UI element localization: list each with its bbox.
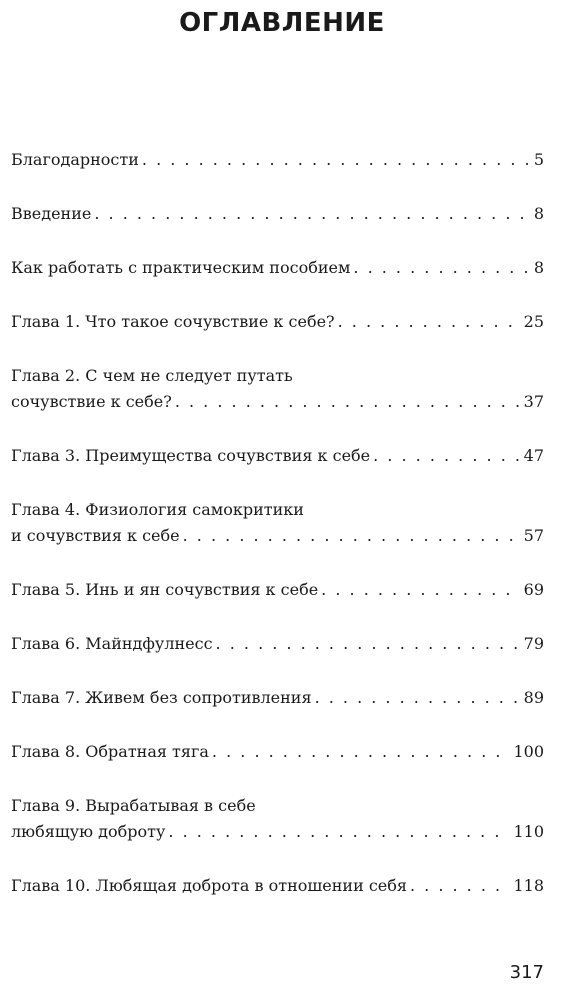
toc-entry-title: Глава 2. С чем не следует путать — [11, 366, 293, 385]
toc-entry-line — [11, 255, 544, 281]
toc-entry-line — [11, 443, 544, 469]
toc-entry-line — [11, 497, 544, 523]
toc-entry-line — [11, 631, 544, 657]
dot-leader — [212, 739, 511, 765]
dot-leader — [373, 443, 521, 469]
toc-entry — [11, 631, 544, 657]
page-number: 317 — [509, 962, 544, 983]
toc-entry-page: 25 — [523, 312, 544, 331]
toc-entry-line — [11, 523, 544, 549]
toc-entry-line — [11, 873, 544, 899]
toc-entry — [11, 363, 544, 415]
toc-entry-page: 8 — [533, 204, 544, 223]
toc-entry — [11, 309, 544, 335]
toc-entry-page: 5 — [533, 150, 544, 169]
toc-entry-title: Глава 3. Преимущества сочувствия к себе — [11, 446, 371, 465]
toc-entry-page: 37 — [523, 392, 544, 411]
toc-entry-title: Глава 5. Инь и ян сочувствия к себе — [11, 580, 319, 599]
dot-leader — [410, 873, 510, 899]
toc-entry — [11, 497, 544, 549]
toc-entry-line — [11, 793, 544, 819]
table-of-contents — [11, 147, 544, 899]
toc-entry-title: Глава 8. Обратная тяга — [11, 742, 209, 761]
toc-entry-title: Введение — [11, 204, 92, 223]
toc-entry-page: 69 — [523, 580, 544, 599]
toc-entry-title: Благодарности — [11, 150, 139, 169]
toc-entry-title: и сочувствия к себе — [11, 526, 180, 545]
toc-entry — [11, 201, 544, 227]
toc-entry-line — [11, 389, 544, 415]
toc-entry-title: сочувствие к себе? — [11, 392, 172, 411]
toc-entry-page: 57 — [523, 526, 544, 545]
toc-entry-title: Как работать с практическим пособием — [11, 258, 351, 277]
toc-entry-title: Глава 1. Что такое сочувствие к себе? — [11, 312, 335, 331]
toc-entry-page: 110 — [513, 822, 544, 841]
dot-leader — [216, 631, 521, 657]
toc-entry — [11, 255, 544, 281]
toc-entry — [11, 147, 544, 173]
toc-entry-page: 47 — [523, 446, 544, 465]
toc-entry-page: 79 — [523, 634, 544, 653]
toc-entry — [11, 793, 544, 845]
toc-entry — [11, 739, 544, 765]
dot-leader — [142, 147, 531, 173]
toc-entry-line — [11, 201, 544, 227]
dot-leader — [94, 201, 530, 227]
dot-leader — [353, 255, 530, 281]
toc-entry-line — [11, 309, 544, 335]
toc-entry-page: 8 — [533, 258, 544, 277]
toc-entry-line — [11, 819, 544, 845]
toc-entry-line — [11, 685, 544, 711]
page-title: ОГЛАВЛЕНИЕ — [179, 8, 385, 38]
toc-entry-title: любящую доброту — [11, 822, 166, 841]
toc-entry — [11, 443, 544, 469]
dot-leader — [175, 389, 521, 415]
toc-entry-line — [11, 739, 544, 765]
toc-entry-line — [11, 363, 544, 389]
dot-leader — [315, 685, 521, 711]
dot-leader — [168, 819, 510, 845]
toc-entry-title: Глава 6. Майндфулнесс — [11, 634, 213, 653]
toc-entry-title: Глава 9. Вырабатывая в себе — [11, 796, 256, 815]
toc-entry-title: Глава 7. Живем без сопротивления — [11, 688, 312, 707]
dot-leader — [321, 577, 520, 603]
toc-entry-title: Глава 4. Физиология самокритики — [11, 500, 304, 519]
toc-entry-page: 100 — [513, 742, 544, 761]
toc-entry-line — [11, 577, 544, 603]
toc-entry-line — [11, 147, 544, 173]
toc-entry — [11, 873, 544, 899]
toc-entry-page: 89 — [523, 688, 544, 707]
toc-entry — [11, 577, 544, 603]
toc-entry — [11, 685, 544, 711]
dot-leader — [183, 523, 521, 549]
dot-leader — [338, 309, 521, 335]
toc-entry-title: Глава 10. Любящая доброта в отношении себя — [11, 876, 407, 895]
toc-entry-page: 118 — [513, 876, 544, 895]
